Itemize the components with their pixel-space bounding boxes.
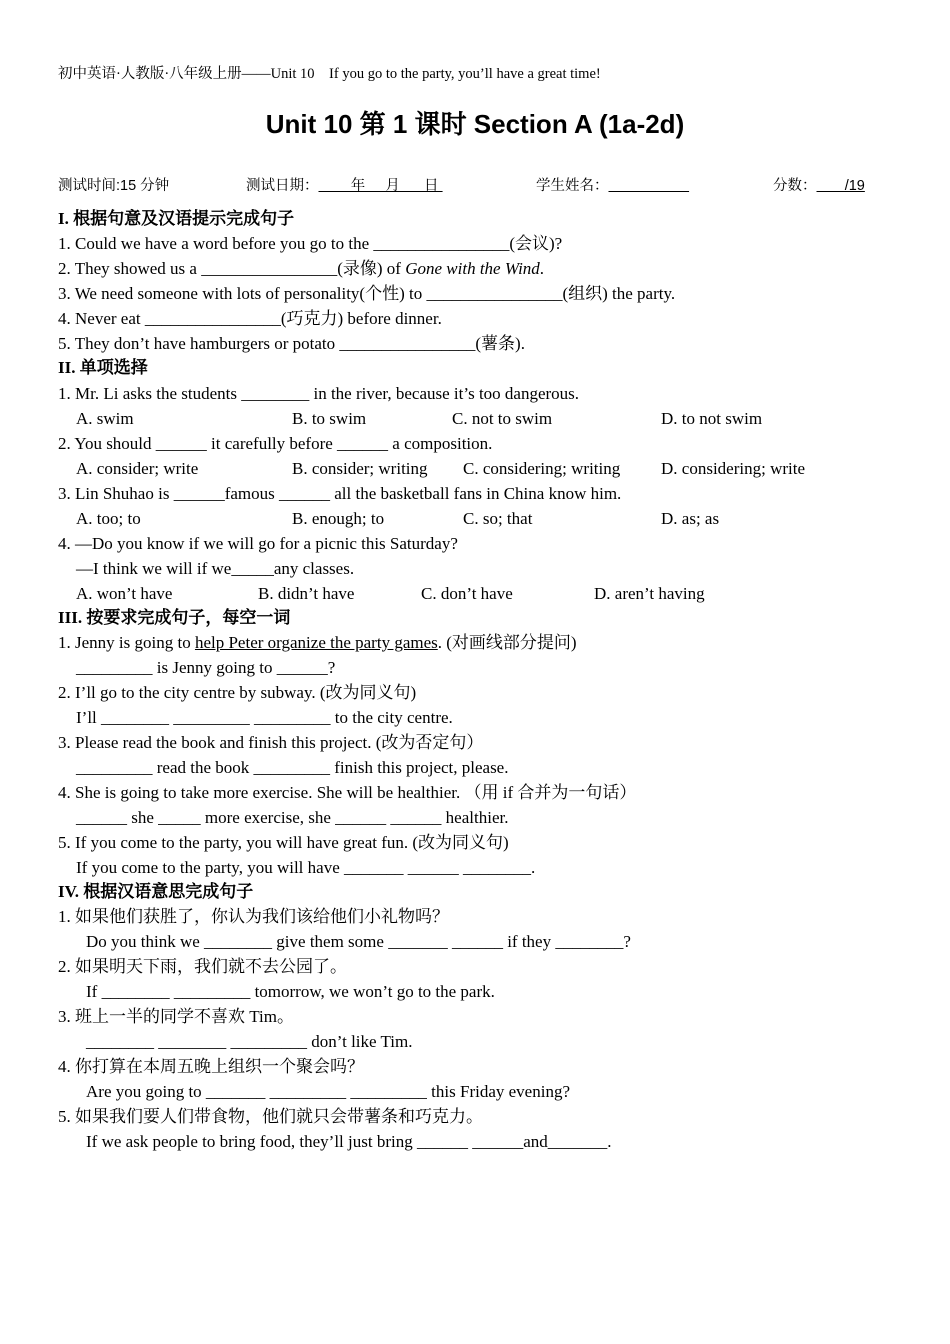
s4-q4: 4. 你打算在本周五晚上组织一个聚会吗？	[58, 1057, 364, 1076]
s2-q3-option-c[interactable]: C. so; that	[463, 509, 533, 528]
s3-q3: 3. Please read the book and finish this project. (改为否定句）	[58, 733, 484, 752]
section-1-heading: I. 根据句意及汉语提示完成句子	[58, 209, 295, 228]
s3-q1-end: . (对画线部分提问)	[437, 633, 577, 652]
s1-item-2	[58, 259, 544, 279]
s3-q2: 2. I’ll go to the city centre by subway. (改为同义句)	[58, 683, 417, 702]
s1-item-1: 1. Could we have a word before you go to the ________________(会议)?	[58, 234, 563, 253]
section-2-heading: II. 单项选择	[58, 358, 148, 377]
section-3-heading: III. 按要求完成句子，每空一词	[58, 608, 291, 627]
s2-q1: 1. Mr. Li asks the students ________ in the river, because it’s too dangerous.	[58, 384, 580, 403]
s4-q4-answer[interactable]: Are you going to _______ _________ _________ this Friday evening?	[86, 1082, 570, 1101]
page-title: Unit 10 第 1 课时 Section A (1a-2d)	[265, 109, 685, 139]
s2-q3: 3. Lin Shuhao is ______famous ______ all the basketball fans in China know him.	[58, 484, 622, 503]
s1-item-5: 5. They don’t have hamburgers or potato ________________(薯条).	[58, 334, 525, 353]
s3-q1-underlined: help Peter organize the party games	[194, 633, 438, 652]
s2-q3-option-d[interactable]: D. as; as	[661, 509, 720, 528]
s1-item-2-italic: Gone with the Wind	[405, 259, 540, 278]
s2-q2: 2. You should ______ it carefully before ______ a composition.	[58, 434, 493, 453]
s4-q5: 5. 如果我们要人们带食物，他们就只会带薯条和巧克力。	[58, 1107, 483, 1126]
student-name-field[interactable]	[609, 178, 690, 194]
s1-item-2-text: 2. They showed us a ________________(录像) of	[58, 259, 406, 278]
s4-q2: 2. 如果明天下雨，我们就不去公园了。	[58, 957, 347, 976]
s3-q1	[58, 633, 577, 653]
test-time: 测试时间:15 分钟	[58, 178, 170, 194]
s3-q4: 4. She is going to take more exercise. She will be healthier. （用 if 合并为一句话）	[58, 783, 637, 802]
s2-q4-option-a[interactable]: A. won’t have	[76, 584, 173, 603]
s2-q4-reply: —I think we will if we_____any classes.	[76, 559, 355, 578]
s4-q3: 3. 班上一半的同学不喜欢 Tim。	[58, 1007, 294, 1026]
s3-q5: 5. If you come to the party, you will have great fun. (改为同义句)	[58, 833, 509, 852]
s3-q2-answer[interactable]: I’ll ________ _________ _________ to the city centre.	[76, 708, 453, 727]
test-date	[246, 174, 443, 195]
s4-q3-answer[interactable]: ________ ________ _________ don’t like Tim.	[86, 1032, 413, 1051]
section-4-heading: IV. 根据汉语意思完成句子	[58, 882, 254, 901]
s2-q2-option-a[interactable]: A. consider; write	[76, 459, 199, 478]
s3-q1-start: 1. Jenny is going to	[58, 633, 195, 652]
s1-item-2-end: .	[539, 259, 545, 278]
s4-q2-answer[interactable]: If ________ _________ tomorrow, we won’t go to the park.	[86, 982, 495, 1001]
s4-q5-answer[interactable]: If we ask people to bring food, they’ll just bring ______ ______and_______.	[86, 1132, 612, 1151]
s2-q3-option-a[interactable]: A. too; to	[76, 509, 141, 528]
s3-q4-answer[interactable]: ______ she _____ more exercise, she ______ ______ healthier.	[76, 808, 509, 827]
s2-q1-option-d[interactable]: D. to not swim	[661, 409, 763, 428]
score-label: 分数：	[773, 178, 817, 194]
s1-item-4: 4. Never eat ________________(巧克力) before dinner.	[58, 309, 442, 328]
s1-item-3: 3. We need someone with lots of personality(个性) to ________________(组织) the party.	[58, 284, 676, 303]
test-date-label: 测试日期：	[246, 178, 319, 194]
s4-q1-answer[interactable]: Do you think we ________ give them some _______ ______ if they ________?	[86, 932, 631, 951]
s2-q1-option-b[interactable]: B. to swim	[292, 409, 367, 428]
s4-q1: 1. 如果他们获胜了，你认为我们该给他们小礼物吗？	[58, 907, 449, 926]
s2-q3-option-b[interactable]: B. enough; to	[292, 509, 385, 528]
test-date-field[interactable]: 年 月 日	[318, 178, 443, 194]
s2-q1-option-a[interactable]: A. swim	[76, 409, 134, 428]
score	[773, 174, 865, 195]
score-field[interactable]: /19	[816, 178, 865, 194]
s3-q5-answer[interactable]: If you come to the party, you will have _______ ______ ________.	[76, 858, 536, 877]
student-name	[536, 174, 689, 195]
s2-q4-option-b[interactable]: B. didn’t have	[258, 584, 355, 603]
s3-q1-answer[interactable]: _________ is Jenny going to ______?	[76, 658, 336, 677]
s3-q3-answer[interactable]: _________ read the book _________ finish this project, please.	[76, 758, 509, 777]
s2-q4: 4. —Do you know if we will go for a picnic this Saturday?	[58, 534, 458, 553]
page-header: 初中英语·人教版·八年级上册——Unit 10 If you go to the party, you’ll have a great time!	[58, 66, 601, 82]
s2-q2-option-d[interactable]: D. considering; write	[661, 459, 805, 478]
s2-q4-option-d[interactable]: D. aren’t having	[594, 584, 705, 603]
s2-q2-option-c[interactable]: C. considering; writing	[463, 459, 621, 478]
s2-q1-option-c[interactable]: C. not to swim	[452, 409, 553, 428]
s2-q4-option-c[interactable]: C. don’t have	[421, 584, 513, 603]
s2-q2-option-b[interactable]: B. consider; writing	[292, 459, 428, 478]
student-name-label: 学生姓名：	[536, 178, 609, 194]
